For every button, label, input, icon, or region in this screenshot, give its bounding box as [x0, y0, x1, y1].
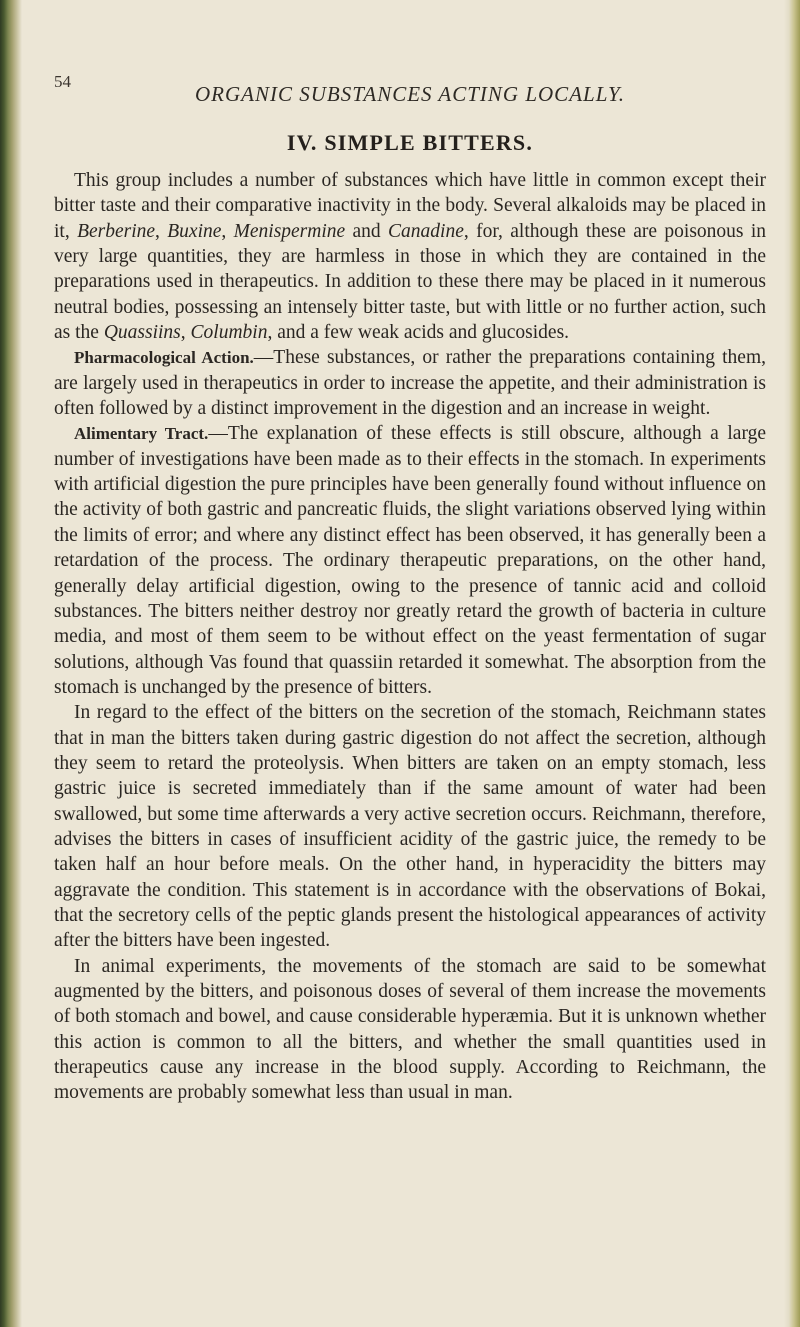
paragraph-secretion: In regard to the effect of the bitters on the secretion of the stomach, Reichmann states that in man the bitters taken during gastric digestion do not affect the secretion, although they seem to retard the proteolysis. When bitters are taken on an empty stomach, less gastric juice is secreted immediately than if the same amount of water had been swallowed, but some time afterwards a very active secretion occurs. Reichmann, therefore, advises the bitters in cases of insufficient acidity of the gastric juice, the remedy to be taken half an hour before meals. On the other hand, in hyperacidity the bitters may aggravate the condition. This statement is in accordance with the observations of Bokai, that the secretory cells of the peptic glands present the histological appearances of activity after the bitters have been ingested.: [54, 702, 766, 952]
italic-term: Buxine: [167, 220, 222, 242]
page-binding-shadow-left: [0, 0, 22, 1327]
paragraph-introduction: This group includes a number of substances which have little in common except their bitter taste and their comparative inactivity in the body. Several alkaloids may be placed in it, Berberine, Buxine, Menispermine and Canadine, for, although these are poisonous in very large quantities, they are harmless in those in which they are contained in the preparations used in therapeutics. In addition to these there may be placed in it numerous neutral bodies, possessing an intensely bitter taste, but with little or no further action, such as the Quassiins, Columbin, and a few weak acids and glucosides.: [54, 170, 767, 344]
italic-term: Canadine: [388, 220, 464, 242]
run-in-heading: Pharmacological Action.: [74, 348, 254, 368]
section-heading: IV. SIMPLE BITTERS.: [286, 130, 534, 155]
italic-term: Quassiins: [103, 322, 181, 344]
run-in-heading: Alimentary Tract.: [74, 424, 209, 444]
italic-term: Berberine: [77, 220, 156, 242]
italic-term: Menispermine: [233, 220, 346, 242]
paragraph-pharmacological-action: Pharmacological Action.—These substances, or rather the preparations containing them, are largely used in therapeutics in order to increase the appetite, and their administration is often followed by a distinct improvement in the digestion and an increase in weight.: [54, 347, 767, 420]
paragraph-alimentary-tract: Alimentary Tract.—The explanation of these effects is still obscure, although a large number of investigations have been made as to their effects in the stomach. In experiments with artificial digestion the pure principles have been generally found without influence on the activity of both gastric and pancreatic fluids, the slight variations observed lying within the limits of error; and where any distinct effect has been observed, it has generally been a retardation of the process. The ordinary therapeutic preparations, on the other hand, generally delay artificial digestion, owing to the presence of tannic acid and colloid substances. The bitters neither destroy nor greatly retard the growth of bacteria in culture media, and most of them seem to be without effect on the yeast fermentation of sugar solutions, although Vas found that quassiin retarded it somewhat. The absorption from the stomach is unchanged by the presence of bitters.: [54, 423, 766, 698]
page-edge-shadow-right: [784, 0, 800, 1327]
book-page: [54, 72, 766, 1106]
italic-term: Columbin: [190, 322, 268, 344]
running-title: ORGANIC SUBSTANCES ACTING LOCALLY.: [195, 82, 625, 106]
page-number: 54: [54, 72, 71, 91]
paragraph-movements: In animal experiments, the movements of the stomach are said to be somewhat augmented by the bitters, and poisonous doses of several of them increase the movements of both stomach and bowel, and cause considerable hyperæmia. But it is unknown whether this action is common to all the bitters, and whether the small quantities used in therapeutics cause any increase in the blood supply. According to Reichmann, the movements are probably somewhat less than usual in man.: [54, 955, 766, 1104]
running-header: [54, 72, 766, 108]
